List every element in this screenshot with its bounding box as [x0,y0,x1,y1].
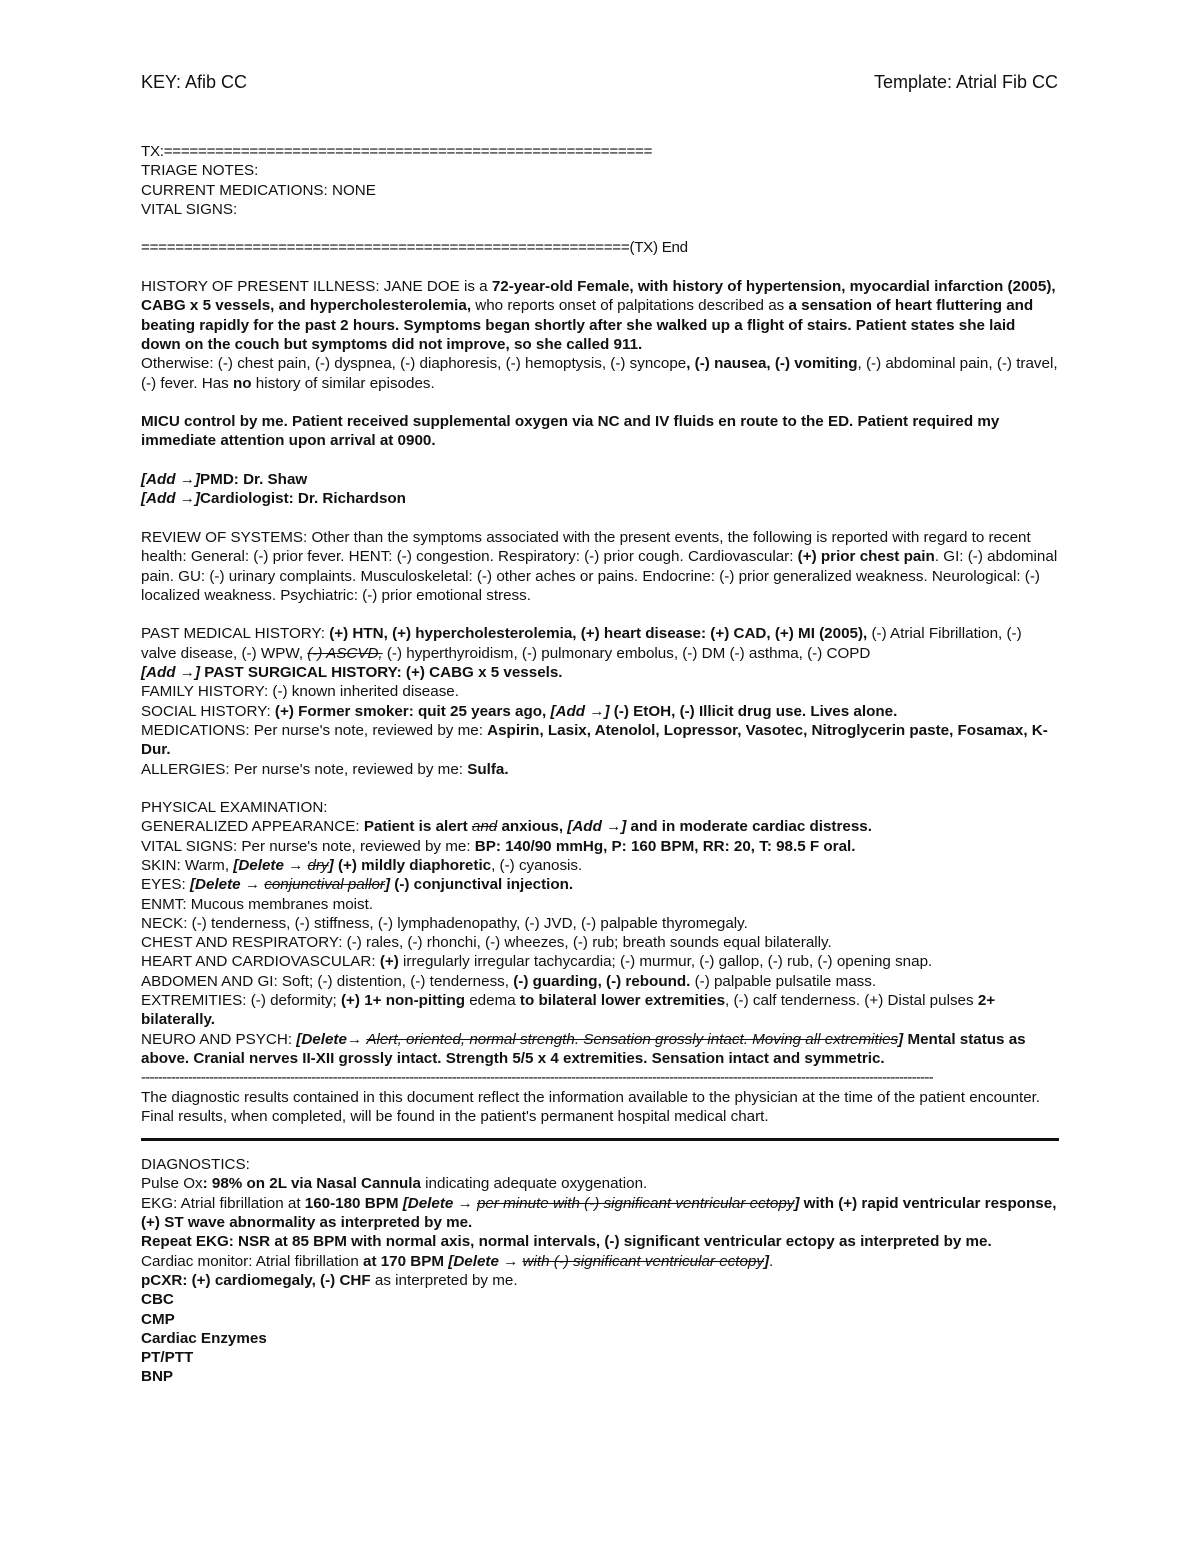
allergies-line [141,760,1059,779]
pe-extremities [141,991,1059,1030]
pcxr-finding: pCXR: (+) cardiomegaly, (-) CHF [141,1271,371,1289]
pe-general-2: anxious, [497,818,568,836]
diag-pulse-ox [141,1174,1059,1193]
ekg-rate: 160-180 BPM [304,1194,403,1212]
pe-abdomen [141,972,1059,991]
pe-ext-label: EXTREMITIES: (-) deformity; [141,992,341,1010]
pe-eyes [141,875,1059,894]
delete-marker: [Delete → [402,1194,477,1212]
add-marker: [Add →] [141,471,201,489]
hpi-paragraph [141,277,1059,393]
pe-neck: NECK: (-) tenderness, (-) stiffness, (-) lymphadenopathy, (-) JVD, (-) palpable thyromegaly. [141,914,748,932]
ros-rest: . GI: (-) abdominal pain. GU: (-) urinary complaints. Musculoskeletal: (-) other aches or pains. Endocrine: (-) prior generalized weakness. Neurological: (-) localized weakness. Psychiatric: (-) prior emotional stress. [141,548,1058,604]
pe-skin-label: SKIN: Warm, [141,856,234,874]
delete-marker-end: ] [794,1194,800,1212]
pe-general-label: GENERALIZED APPEARANCE: [141,818,364,836]
tx-start-line: TX:========================================================= [141,143,653,160]
lab-cmp: CMP [141,1310,175,1328]
hpi-onset: who reports onset of palpitations described as [471,297,789,315]
diagnostics-title: DIAGNOSTICS: [141,1156,250,1174]
pe-general-strike: and [471,818,498,836]
psh-text: PAST SURGICAL HISTORY: (+) CABG x 5 vessels. [200,664,563,682]
pe-neuro-text: Mental status as above. Cranial nerves II-XII grossly intact. Strength 5/5 x 4 extremities. Sensation intact and symmetric. [141,1030,1026,1067]
hpi-otherwise-bold: , (-) nausea, (-) vomiting [686,355,858,373]
sh-label: SOCIAL HISTORY: [141,702,275,720]
pe-skin-strike: dry [307,856,329,874]
family-history: FAMILY HISTORY: (-) known inherited disease. [141,683,459,701]
delete-marker-end: ] [763,1252,770,1270]
pe-heart-rest: irregularly irregular tachycardia; (-) murmur, (-) gallop, (-) rub, (-) opening snap. [398,953,933,971]
monitor-rate: at 170 BPM [363,1252,449,1270]
pe-abd-label: ABDOMEN AND GI: Soft; (-) distention, (-) tenderness, [141,972,514,990]
pe-heart [141,952,1059,971]
pe-eyes-strike: conjunctival pallor [264,876,385,894]
pcxr-rest: as interpreted by me. [370,1271,518,1289]
pe-chest: CHEST AND RESPIRATORY: (-) rales, (-) rhonchi, (-) wheezes, (-) rub; breath sounds equal bilaterally. [141,934,832,952]
pe-eyes-label: EYES: [141,876,190,894]
ekg-label: EKG: Atrial fibrillation at [141,1194,305,1212]
pulse-label: Pulse Ox [141,1175,203,1193]
pe-general-3: and in moderate cardiac distress. [626,818,872,836]
delete-marker: [Delete→ [296,1030,367,1048]
social-history [141,702,1059,721]
hpi-label: HISTORY OF PRESENT ILLNESS: JANE DOE is a [141,278,492,296]
hpi-otherwise-2: , (-) abdominal pain, (-) travel, (-) fever. Has [141,355,1058,392]
pulse-rest: indicating adequate oxygenation. [420,1175,648,1193]
triage-notes: TRIAGE NOTES: [141,162,259,180]
hpi-otherwise-3: history of similar episodes. [251,374,435,392]
pe-heart-plus: (+) [379,953,399,971]
lab-bnp: BNP [141,1368,174,1386]
delete-marker: [Delete → [233,856,308,874]
pmd-line [141,470,1059,489]
meds-label: MEDICATIONS: Per nurse's note, reviewed by me: [141,721,488,739]
diag-ekg [141,1194,1059,1233]
ros-paragraph [141,528,1059,605]
allergy-value: Sulfa. [467,760,509,778]
dashed-divider: ------------------------------------------------------------------------------------------------------------------------------------------------------------------------------------------ [141,1069,933,1087]
pe-skin-finding: (+) mildly diaphoretic [333,856,492,874]
lab-cardiac-enzymes: Cardiac Enzymes [141,1329,267,1347]
tx-end-line: =========================================================(TX) End [141,239,688,257]
template-label: Template: Atrial Fib CC [873,72,1058,92]
monitor-end: . [769,1252,774,1270]
pe-ext-b2: to bilateral lower extremities [519,992,726,1010]
tx-vital-signs: VITAL SIGNS: [141,200,238,218]
pmh-paragraph [141,624,1059,663]
horizontal-rule [141,1138,1059,1141]
ekg-strike: per minute with (-) significant ventricular ectopy [476,1194,795,1212]
medications-line [141,721,1059,760]
hpi-symptoms: a sensation of heart fluttering and beating rapidly for the past 2 hours. Symptoms began shortly after she walked up a flight of stairs. Patient states she laid down on the couch but symptoms did not improve, so she called 911. [141,297,1034,353]
add-marker: [Add →] [550,702,610,720]
ros-text: REVIEW OF SYSTEMS: Other than the symptoms associated with the present events, the following is reported with regard to recent health: General: (-) prior fever. HENT: (-) congestion. Respiratory: (-) prior cough. Cardiovascular: [141,528,1031,566]
pe-abd-bold: (-) guarding, (-) rebound. [513,972,691,990]
delete-marker-end: ] [328,856,334,874]
ros-cardio: (+) prior chest pain [797,548,935,566]
sh-smoker: (+) Former smoker: quit 25 years ago, [274,702,551,720]
diag-pcxr [141,1271,1059,1290]
add-marker: [Add →] [567,818,627,836]
cardiologist-text: Cardiologist: Dr. Richardson [200,490,406,508]
meds-list: Aspirin, Lasix, Atenolol, Lopressor, Vasotec, Nitroglycerin paste, Fosamax, K-Dur. [141,721,1048,759]
pmh-negatives-2: (-) hyperthyroidism, (-) pulmonary embolus, (-) DM (-) asthma, (-) COPD [382,644,871,662]
pe-skin [141,856,1059,875]
add-marker: [Add →] [141,664,201,682]
pe-neuro-label: NEURO AND PSYCH: [141,1030,297,1048]
pe-neuro-strike: Alert, oriented, normal strength. Sensation grossly intact. Moving all extremities [366,1030,899,1048]
pmh-strike: (-) ASCVD, [307,644,383,662]
pmh-negatives: (-) Atrial Fibrillation, (-) valve disease, (-) WPW, [141,625,1022,662]
monitor-label: Cardiac monitor: Atrial fibrillation [141,1252,363,1270]
pe-vitals-values: BP: 140/90 mmHg, P: 160 BPM, RR: 20, T: 98.5 F oral. [474,837,856,855]
pmh-label: PAST MEDICAL HISTORY: [141,625,330,643]
hpi-otherwise: Otherwise: (-) chest pain, (-) dyspnea, (-) diaphoresis, (-) hemoptysis, (-) syncope [141,355,687,373]
pe-vitals-label: VITAL SIGNS: Per nurse's note, reviewed by me: [141,837,475,855]
pe-neuro [141,1030,1059,1069]
pe-ext-b3: 2+ bilaterally. [141,992,996,1029]
lab-pt-ptt: PT/PTT [141,1349,194,1367]
pe-general-1: Patient is alert [363,818,472,836]
delete-marker: [Delete → [189,876,265,894]
pe-skin-rest: , (-) cyanosis. [491,856,583,874]
pe-heart-label: HEART AND CARDIOVASCULAR: [141,953,380,971]
key-label: KEY: Afib CC [141,72,248,92]
pe-abd-rest: (-) palpable pulsatile mass. [690,972,877,990]
pe-title: PHYSICAL EXAMINATION: [141,799,328,817]
pe-ext-n2: , (-) calf tenderness. (+) Distal pulses [725,992,978,1010]
diag-cardiac-monitor [141,1252,1059,1271]
allergy-label: ALLERGIES: Per nurse's note, reviewed by me: [141,760,468,778]
delete-marker-end: ] [898,1030,904,1048]
pe-enmt: ENMT: Mucous membranes moist. [141,895,374,913]
pe-eyes-finding: (-) conjunctival injection. [390,876,574,894]
add-marker: [Add →] [141,490,201,508]
pe-vitals [141,837,1059,856]
hpi-no: no [233,374,252,392]
current-medications: CURRENT MEDICATIONS: NONE [141,181,376,199]
pulse-value: : 98% on 2L via Nasal Cannula [202,1175,421,1193]
hpi-history: 72-year-old Female, with history of hypertension, myocardial infarction (2005), CABG x 5 vessels, and hypercholesterolemia, [141,278,1056,315]
disclaimer-text: The diagnostic results contained in this document reflect the information available to the physician at the time of the patient encounter. Final results, when completed, will be found in the patient's permanent hospital medical chart. [141,1088,1041,1125]
ekg-rest: with (+) rapid ventricular response, (+) ST wave abnormality as interpreted by me. [141,1194,1057,1232]
note-body [141,142,1059,1387]
lab-cbc: CBC [141,1291,174,1309]
pe-ext-n1: edema [465,992,520,1010]
sh-rest: (-) EtOH, (-) Illicit drug use. Lives alone. [609,702,898,720]
delete-marker: [Delete → [448,1252,523,1270]
psh-line [141,663,1059,682]
pmd-text: PMD: Dr. Shaw [200,471,308,489]
pe-ext-b1: (+) 1+ non-pitting [341,992,466,1010]
micu-paragraph: MICU control by me. Patient received supplemental oxygen via NC and IV fluids en route to the ED. Patient required my immediate attention upon arrival at 0900. [141,413,1000,450]
pe-general [141,817,1059,836]
cardiologist-line [141,489,1059,508]
pmh-positive: (+) HTN, (+) hypercholesterolemia, (+) heart disease: (+) CAD, (+) MI (2005), [329,625,868,643]
monitor-strike: with (-) significant ventricular ectopy [522,1252,764,1270]
diag-repeat-ekg: Repeat EKG: NSR at 85 BPM with normal axis, normal intervals, (-) significant ventricular ectopy as interpreted by me. [141,1233,992,1251]
delete-marker-end: ] [384,876,391,894]
